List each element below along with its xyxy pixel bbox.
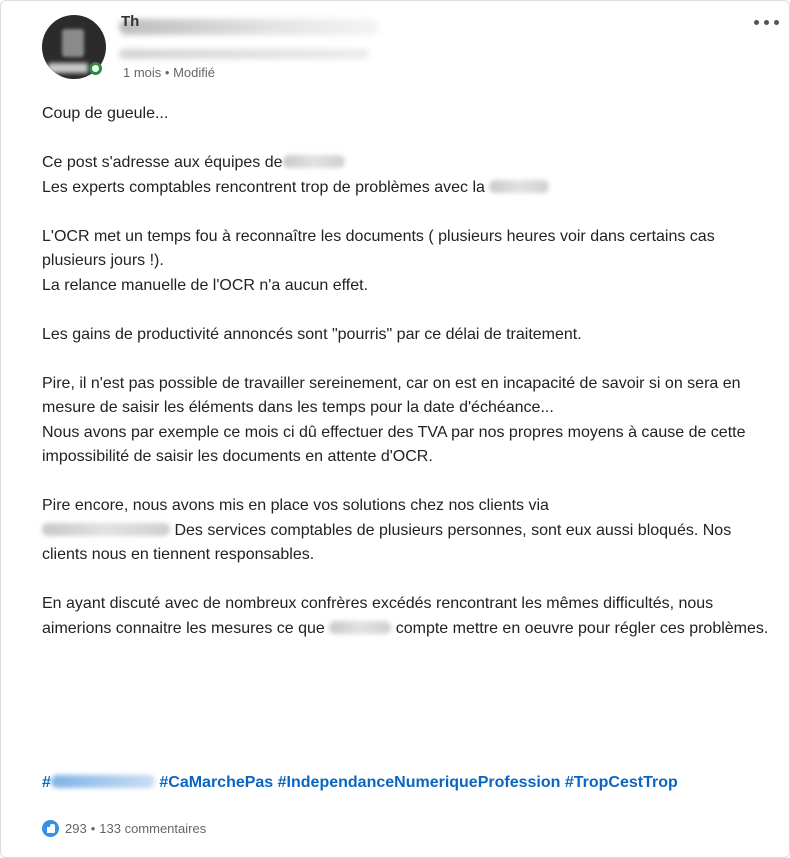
redacted-company [329, 621, 391, 634]
post-paragraph [42, 151, 777, 200]
post-paragraph [42, 102, 777, 127]
post-text: Nous avons par exemple ce mois ci dû effectuer des TVA par nos propres moyens à cause de cette impossibilité de saisir les documents en attente d'OCR. [42, 423, 746, 465]
dot-icon [764, 20, 769, 25]
post-paragraph [42, 323, 777, 348]
online-status-icon [89, 62, 102, 75]
avatar-banner-blurred [48, 63, 88, 73]
hashtag-independance[interactable]: #IndependanceNumeriqueProfession [277, 774, 561, 791]
more-options-button[interactable] [750, 12, 782, 32]
post-text: Coup de gueule... [42, 105, 169, 122]
post-paragraph [42, 494, 777, 568]
post-meta: 1 mois • Modifié [123, 65, 215, 80]
post-text: Pire encore, nous avons mis en place vos solutions chez nos clients via [42, 497, 549, 514]
author-name[interactable]: Th [121, 13, 140, 30]
author-headline-redacted [119, 49, 369, 59]
post-body [42, 102, 777, 666]
comment-count[interactable]: 133 commentaires [99, 821, 207, 836]
like-reaction-icon [42, 820, 59, 837]
redacted-product [489, 180, 549, 193]
post-text: Les gains de productivité annoncés sont "pourris" par ce délai de traitement. [42, 325, 582, 343]
post-paragraph [42, 225, 777, 299]
redacted-hashtag [51, 775, 155, 788]
hashtag-camarchepas[interactable]: #CaMarchePas [159, 774, 274, 791]
separator: • [90, 821, 96, 836]
post-text: L'OCR met un temps fou à reconnaître les documents ( plusieurs heures voir dans certains cas plusieurs jours !). [42, 227, 715, 269]
redacted-company [283, 155, 345, 168]
redacted-solution [42, 523, 170, 536]
reaction-count[interactable]: 293 [65, 821, 87, 836]
post-text: Les experts comptables rencontrent trop de problèmes avec la [42, 178, 485, 196]
post-text: Pire, il n'est pas possible de travailler sereinement, car on est en incapacité de savoir si on sera en mesure de saisir les éléments dans les temps pour la date d'échéance... [42, 374, 741, 416]
avatar-face-blurred [62, 29, 84, 57]
social-counts [42, 820, 206, 837]
post-text: En ayant discuté avec de nombreux confrères excédés rencontrant les mêmes difficultés, nous aimerions connaitre les mesures ce que [42, 595, 714, 637]
post-text: La relance manuelle de l'OCR n'a aucun effet. [42, 276, 369, 294]
dot-icon [754, 20, 759, 25]
hashtag-tropcesttrop[interactable]: #TropCestTrop [564, 774, 678, 791]
post-paragraph [42, 592, 777, 641]
author-name-redacted [119, 19, 379, 35]
post-text: compte mettre en oeuvre pour régler ces problèmes. [395, 619, 769, 637]
hashtags [42, 774, 678, 792]
dot-icon [774, 20, 779, 25]
post-text: Ce post s'adresse aux équipes de [42, 154, 283, 171]
post-text: Des services comptables de plusieurs personnes, sont eux aussi bloqués. Nos clients nous en tiennent responsables. [42, 521, 732, 563]
hashtag-redacted[interactable]: # [42, 774, 155, 791]
post-paragraph [42, 372, 777, 470]
